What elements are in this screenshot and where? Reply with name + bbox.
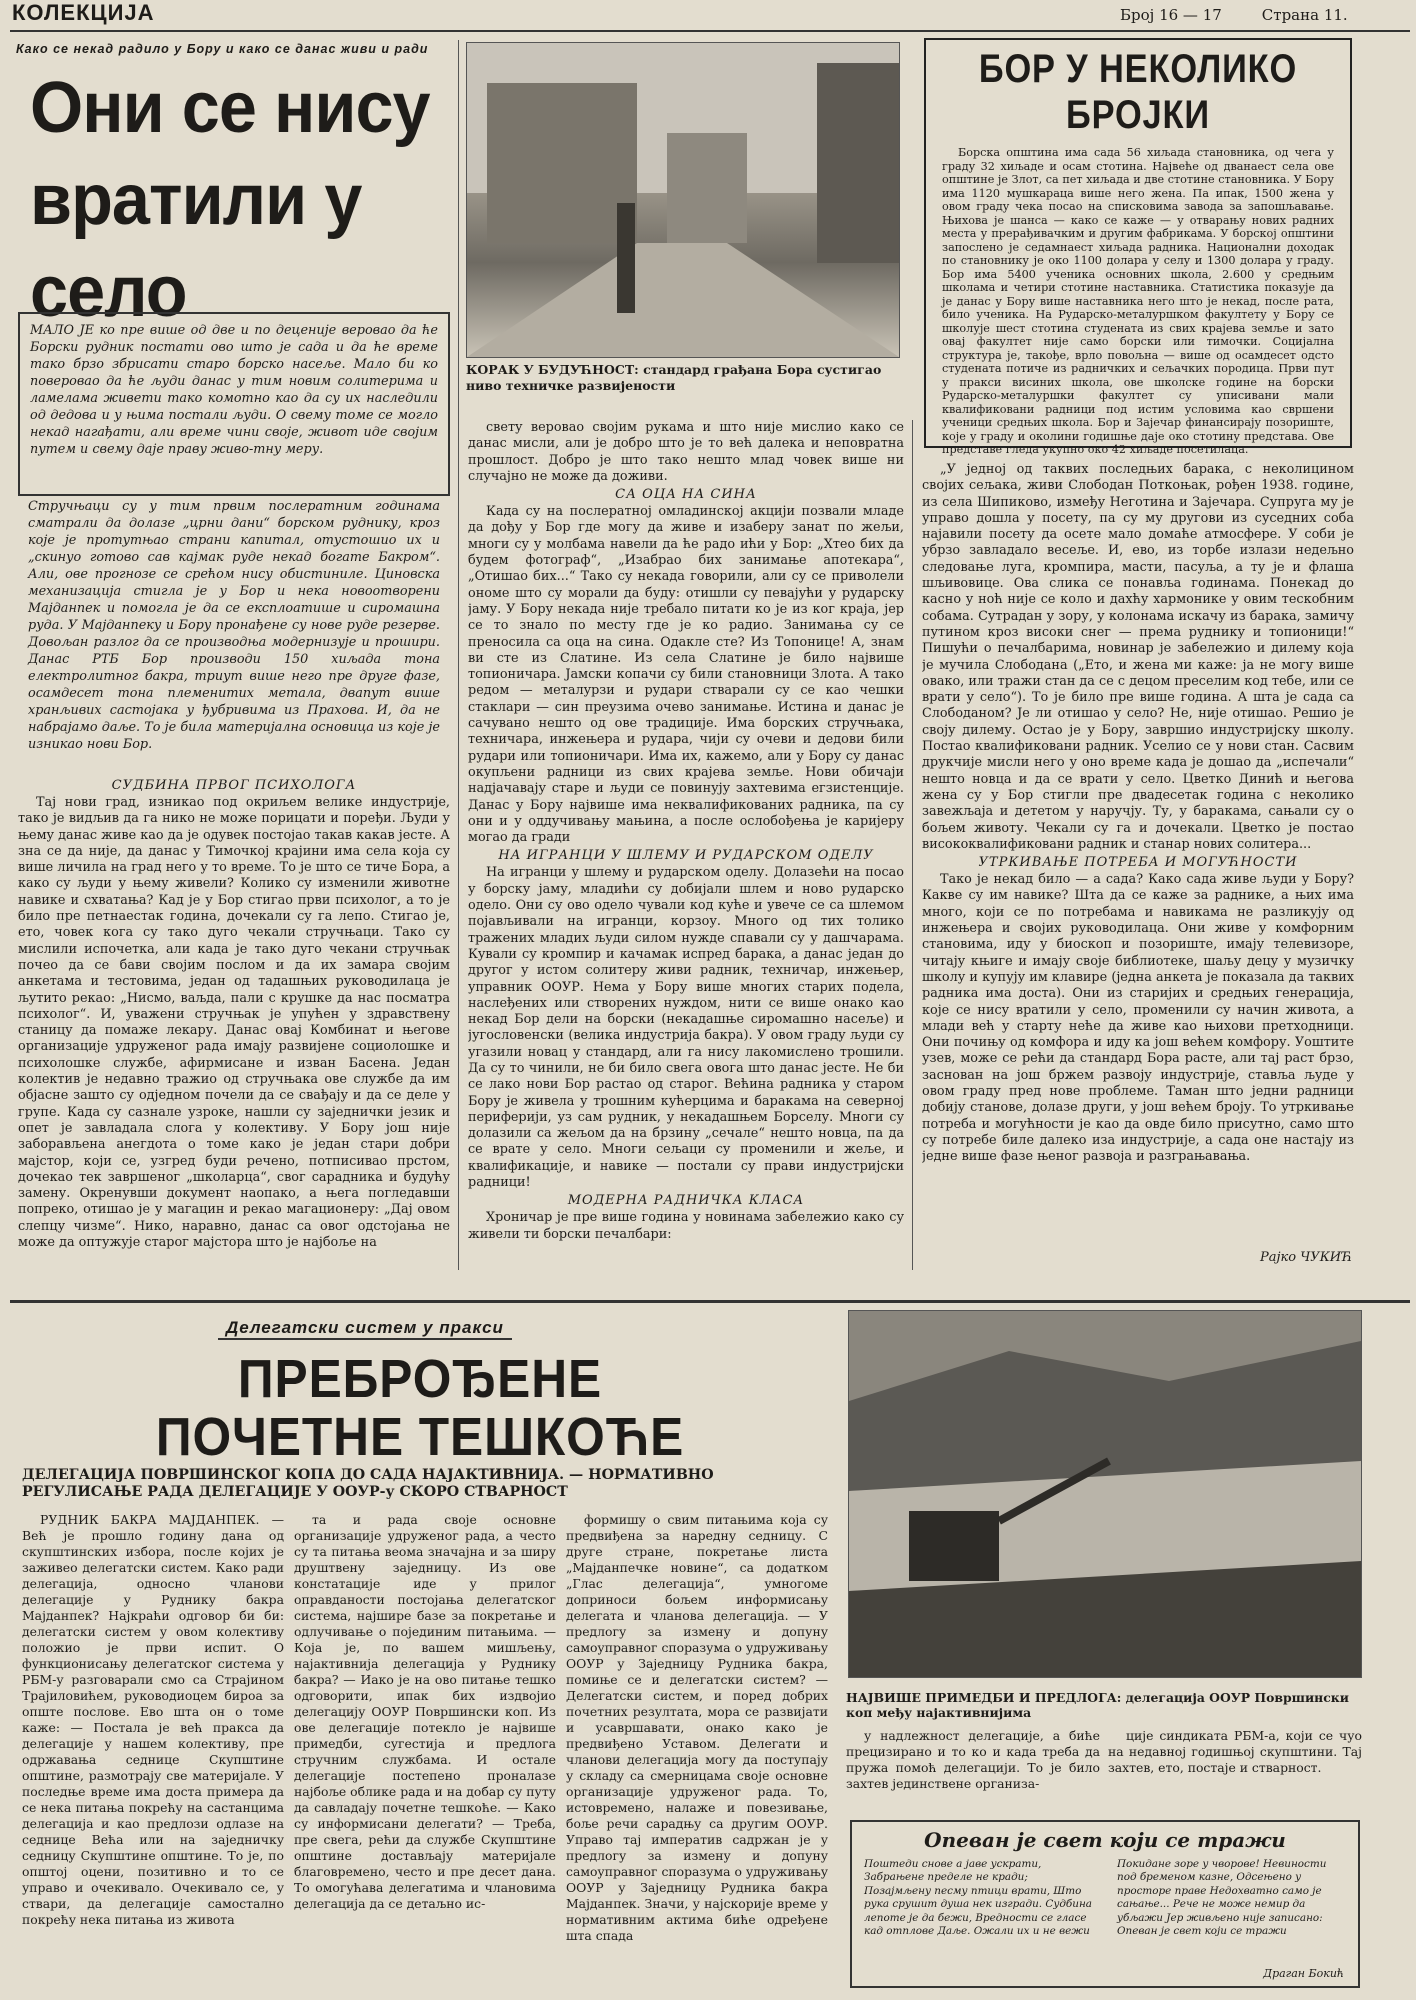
facts-box-title: БОР У НЕКОЛИКО БРОЈКИ bbox=[978, 47, 1298, 137]
facts-box-paragraph: Борска општина има сада 56 хиљада становника, од чега у граду 32 хиљаде и осам стотина. Највеће од дванаест села ове општине је Злот, са пет хиљада и две стотине становника. У Бору има 1120 мушкараца више него жена. Па ипак, 1500 жена у овом граду чека посао на списковима завода за запошљавање. Њихова је шанса — како се каже — у отварању нових радних места у прерађивачким и другим фабрикама. У борској општини запослено је седамнаест хиљада радника. Национални доходак по становнику је око 1100 долара у селу и 1300 долара у граду. Бор има 5400 ученика основних школа, 2.600 у средњим школама и четири стотине наставника. Статистика показује да је данас у Бору више наставника него што је некад, после рата, било ученика. На Рударско-металуршком факултету у Бору се школује шест стотина студената из свих крајева земље и зато овај факултет није само борски или тимочки. Социјална структура је, такође, врло повољна — више од осамдесет одсто студената потиче из радничких и сељачких породица. Први пут у пракси висиних школа, ове школске године на борски Рударско-металуршки факултет су уписивани мали квалификовани радници под истим условима као свршени ученици средњих школа. Бор и Зајечар финансирају позориште, које у граду и околини годишње даје око стотину представа. Ове представе гледа укупно око 42 хиљаде посетилаца. bbox=[942, 146, 1334, 456]
article2-col4-text: у надлежност делегације, а биће прецизирано и то ко и када треба да пружа помоћ делегацији. То је било захтев јединствене организа- bbox=[846, 1728, 1100, 1791]
article2-column3 bbox=[566, 1512, 828, 1992]
mine-photo bbox=[848, 1310, 1362, 1678]
article2-kicker: Делегатски систем у пракси bbox=[218, 1318, 512, 1340]
mine-photo-illustration bbox=[849, 1311, 1361, 1677]
poem-stanza-left: Поштеди снове а јаве ускрати, Забрањене пределе не кради; Позајмљену песму птици врати, Што рука срушит душа нек изгради. Судбина лепоте је да бежи, Вредности се гласе кад отплове Даље. Ожали их и не вежи bbox=[864, 1858, 1093, 1938]
article2-column1 bbox=[22, 1512, 284, 1992]
subhead-modern: МОДЕРНА РАДНИЧКА КЛАСА bbox=[567, 1193, 805, 1209]
facts-box bbox=[924, 38, 1352, 456]
article1-signature: Рајко ЧУКИЋ bbox=[1260, 1250, 1353, 1265]
column-divider bbox=[912, 420, 913, 1270]
article2-column2 bbox=[294, 1512, 556, 1992]
article1-title: Они се нису вратили у село bbox=[30, 68, 430, 332]
subhead-father-son: СА ОЦА НА СИНА bbox=[615, 487, 757, 503]
article1-col3-text: „У једној од таквих последњих барака, с неколицином својих сељака, живи Слободан Поткоњак, рођен 1938. године, из села Шипиково, између Неготина и Зајечара. Супруга му је управо дошла у посету, па су му другови из суседних соба најавили посету да осете мало домаће атмосфере. У соби је убрзо завладало весеље. И, ево, из торбе излази недељно следовање луга, кромпира, масти, пасуља, а ту је и флаша шљивовице. Ова слика се понавља годинама. Понекад до касно у ноћ није се коло и дахћу хармонике у овим тескобним собама. Сутрадан у зору, у колонама искачу из барака, замичу путином кроз високи снег — према руднику и топионици!“ Пишући о печалбарима, новинар је забележио и дилему која је мучила Слободана („Ето, и жена ми каже: ја не могу више овако, или тражи стан да се с децом преселим код тебе, или се врати у село“). То је било пре више година. А шта је сада са Слободаном? Је ли отишао у село? Не, није отишао. Решио је своју дилему. Остао је у Бору, завршио индустријску школу. Постао квалификовани радник. Уселио се у нови стан. Сасвим друкчије мисли него у оно време када је дошао да „испечали“ нешто новца и да се врати у село. Цветко Динић и његова жена су у Бор стигли пре двадесетак година с неколико завежљаја и дететом у наручју. Ту, у баракама, сањали су о бољем животу. Чекали су га и дочекали. Цветко је постао висококвалификовани радник и станар нових солитера... bbox=[922, 462, 1354, 852]
article1-intro: МАЛО ЈЕ ко пре више од две и по деценије веровао да ће Борски рудник постати ово што је сада и да ће време тако брзо збрисати старо борско насеље. Мало би ко поверовао да ће људи данас у тим новим солитерима и ламелама живети тако комотно као да су их наследили од дедова и у њима постали људи. О свему томе се могло некад нагађати, али време чини своје, живот иде својим путем и свему даје праву живо-тну меру. bbox=[18, 312, 450, 496]
article1-column2 bbox=[468, 420, 904, 1270]
header-rule bbox=[10, 30, 1410, 32]
article1-col2-top: свету веровао својим рукама и што није мислио како се данас мисли, али је добро што је то већ далека и неповратна прошлост. Добро је што тако нешто млад човек више ни случајно не може да доживи. bbox=[468, 420, 904, 484]
article1-column1 bbox=[18, 778, 450, 1268]
article1-column3 bbox=[922, 462, 1354, 1242]
street-photo bbox=[466, 42, 900, 358]
poem-stanza-right: Покидане зоре у чворове! Невиности под бременом казне, Одсењено у просторе праве Недохватно само је сањање... Рече не може немир да убљажи Јер живљено није записано: Опеван је свет који се тражи bbox=[1117, 1858, 1327, 1938]
poem-body bbox=[864, 1858, 1346, 1938]
section-divider bbox=[10, 1300, 1410, 1303]
article1-intro2: Стручњаци су у тим првим послератним годинама сматрали да долазе „црни дани“ борском руднику, кроз које је протутњао страни капитал, отустошио их и „скинуо готово сав кајмак руде некад богате Бакром“. Али, ове прогнозе се срећом нису обистиниле. Циновска механизација стигла је у Бор и нека новоотворени Мајданпек и помогла је да се експлоатише и сиромашна руда. У Мајданпеку и Бору пронађене су нове руде резерве. Довољан разлог да се производња модернизује и прошири. Данас РТБ Бор производи 150 хиљада тона електролитног бакра, триут више него пре друге фазе, осамдесет тона племенитих метала, двапут више хранљивих састојака у ђубривима из Прахова. И, да не набрајамо даље. То је била материјална основица из које је изникао нови Бор. bbox=[28, 499, 440, 752]
poem-title: Опеван је свет који се тражи bbox=[924, 1828, 1286, 1852]
article1-col2-text: Када су на послератној омладинској акцији позвали младе да дођу у Бор где могу да живе и изаберу занат по жељи, многи су у молбама навели да ће радо ићи у Бор: „Хтео бих да будем фотограф“, „Изабрао бих занимање апотекара“, „Отишао бих...“ Тако су некада говорили, али су се приволели ономе што су морали да буду: отишли су певајући у рударску јаму. У Бору некада није требало питати ко је из ког краја, јер се то знало по месту где је ко радио. Занимања су се преносила са оца на сина. Одакле сте? Из Топонице! А, знам ви сте из Слатине. Из села Слатине је било највише топионичара. Јамски копачи су били становници Злота. А тако редом — металурзи и рудари стварали су се као чешки стаклари — син преузима очево занимање. Истина и данас је сачувано нешто од ове традиције. Има борских стручњака, техничара, инжењера и рудара, чији су очеви и дедови били рудари или топионичари. Има их, кажемо, али у Бору су данас окупљени радници из свих крајева земље. Нови обичаји надјачавају старе и људи се повинују захтевима егзистенције. Данас у Бору највише има неквалификованих радника, па су они и у оддучивању мањина, а после ослобођења је каријеру могао да гради bbox=[468, 504, 904, 846]
page-number: Страна 11. bbox=[1261, 6, 1348, 24]
article1-kicker: Како се некад радило у Бору и како се данас живи и ради bbox=[16, 42, 429, 56]
masthead: КОЛЕКЦИЈА bbox=[12, 0, 155, 25]
poem-box bbox=[850, 1820, 1360, 1988]
article1-col3-needs: Тако је некад било — а сада? Како сада живе људи у Бору? Какве су им навике? Шта да се каже за раднике, а њих има много, који се по потребама и навикама не разликују од инжењера и својих руководилаца. Они живе у комфорним становима, иду у биоскоп и позориште, имају телевизоре, читају књиге и имају своје библиотеке, шаљу децу у музичку школу и купују им клавире (једна анкета је показала да таквих радника има доста). Они из старијих и средњих генерација, које се нису вратили у село, променили су начин живота, а млади већ у старту неће да живе као њихови претходници. Они почињу од комфора и иду ка још већем комфору. Уоштите узев, може се рећи да стандард Бора расте, али тај раст брзо, заснован на још бржем развоју индустрије, ставља људе у овом граду пред нове проблеме. Таман што једни радници добију станове, долазе други, у још већем броју. То утркивање потреба и могућности је као да овде било присутно, само што су потребе биле далеко иза индустрије, а сада оне настају из једне више фазе њеног развоја и разграњавања. bbox=[922, 872, 1354, 1165]
article2-col3-text: формишу о свим питањима која су предвиђена за наредну седницу. С друге стране, покретање листа „Мајданпечке новине“, са додатком „Глас делегација“, умногоме доприноси бољем информисању делегата и чланова делегација. — У предлогу за измену и допуну самоуправног споразума о удруживању ООУР у Заједницу Рудника бакра, помиње се и делегатски систем? — Делегатски систем, и поред добрих почетних резултата, мора се развијати и усавршавати, онако како је предвиђено Уставом. Делегати и чланови делегација могу да поступају у складу са смерницама своје основне организације удруженог рада. То, истовремено, налаже и повезивање, боље речи сарадњу са другим ООУР. Управо тај императив садржан је у предлогу за измену и допуну самоуправног споразума о удруживању ООУР у Заједницу Рудника бакра Мајданпек. Значи, у најскорије време у нормативним актима биће одређене шта спада bbox=[566, 1512, 828, 1943]
subhead-helmet: НА ИГРАНЦИ У ШЛЕМУ И РУДАРСКОМ ОДЕЛУ bbox=[498, 848, 874, 864]
column-divider bbox=[458, 40, 459, 1270]
street-photo-illustration bbox=[467, 43, 899, 357]
article2-subtitle: ДЕЛЕГАЦИЈА ПОВРШИНСКОГ КОПА ДО САДА НАЈАКТИВНИЈА. — НОРМАТИВНО РЕГУЛИСАЊЕ РАДА ДЕЛЕГАЦИЈЕ У ООУР-у СКОРО СТВАРНОСТ bbox=[22, 1467, 714, 1500]
poem-signature: Драган Бокић bbox=[1263, 1967, 1344, 1980]
article2-column4 bbox=[846, 1728, 1100, 1814]
article2-col2-text: та и рада своје основне организације удруженог рада, а често су та питања веома значајна и за ширу друштвену заједницу. Из ове констатације иде у прилог оправданости постојања делегатског система, најшире базе за покретање и одлучивање о појединим питањима. — Која је, по вашем мишљењу, најактивнија делегација у Руднику бакра? — Иако је на ово питање тешко одговорити, ипак бих издвојио делегацију ООУР Површински коп. Из ове делегације потекло је највише примедби, сугестија и предлога стручним службама. И остале делегације постепено проналазе најбоље облике рада и на добар су путу да савладају почетне тешкоће. — Како су информисани делегати? — Треба, пре свега, рећи да службе Скупштине општине достављају материјале благовремено, често и пре десет дана. То омогућава делегатима и члановима делегација да се детаљно ис- bbox=[294, 1512, 556, 1911]
article2-col1-text: РУДНИК БАКРА МАЈДАНПЕК. — Већ је прошло годину дана од скупштинских избора, после којих је заживео делегатски систем. Како ради делегација, односно чланови делегације у Руднику бакра Мајданпек? Најкраћи одговор би би: делегатски систем у овом колективу положио је први испит. О функционисању делегатског система у РБМ-у разговарали смо са Страјином Трајиловићем, руководиоцем бироа за опште послове. Ево шта он о томе каже: — Постала је већ пракса да делегације у нашем колективу, пре одржавања седнице Скупштине општине, размотрају све материјале. У последње време има доста примера да се нека питања покрећу на састанцима делегација и као предлози одлазе на седнице Већа или на заједничку седницу Скупштине општине. То је, по општој оцени, позитивно и то се управо и очекивало. Очекивало се, у ствари, да делегације самостално покрећу нека питања из живота bbox=[22, 1512, 284, 1927]
issue-number: Број 16 — 17 bbox=[1120, 6, 1222, 24]
article1-col2-helmet: На игранци у шлему и рударском оделу. Долазећи на посао у борску јаму, младићи су добијали шлем и ново рударско одело. Они су ово одело чували код куће и увече се са шлемом појављивали на игранци, корзоу. Много од тих толико тражених младих људи силом нужде спавали су у дашчарама. Кували су кромпир и качамак испред барака, а данас један до другог у истом солитеру живи радник, техничар, инжењер, управник ООУР. Нема у Бору више многих старих подела, наслеђених или створених нуждом, нити се више онако као некад Бор дели на борски (некадашње сиромашно насеље) и југословенски (велика индустрија бакра). У овом граду људи су угазили новац у стандард, али га нису лакомислено трошили. Да су то чинили, не би било свега овога што данас јесте. Не би се лако нови Бор растао од старог. Већина радника у старом Бору је живела у трошним кућерцима и баракама на северној периферији, уз сам рудник, у некадашњем Борселу. Многи су долазили са жељом да на брзину „сечале“ нешто новца, па да се врате у село. Многи сељаци су променили и жеље, и квалификације, и навике — постали су прави индустријски радници! bbox=[468, 865, 904, 1191]
article2-column5 bbox=[1108, 1728, 1362, 1814]
issue-info bbox=[1120, 6, 1410, 24]
subhead-psychologist: СУДБИНА ПРВОГ ПСИХОЛОГА bbox=[111, 778, 357, 793]
article1-col2-modern: Хроничар је пре више година у новинама забележио како су живели ти борски печалбари: bbox=[468, 1210, 904, 1242]
photo1-caption: КОРАК У БУДУЋНОСТ: стандард грађана Бора сустигао ниво техничке развијености bbox=[466, 362, 882, 393]
article2-col5-text: ције синдиката РБМ-а, који се чуо на недавној годишњој скупштини. Тај захтев, ето, постаје и стварност. bbox=[1108, 1728, 1362, 1775]
article2-title: ПРЕБРОЂЕНЕ ПОЧЕТНЕ ТЕШКОЋЕ bbox=[155, 1349, 685, 1467]
article1-col1-text: Тај нови град, изникао под окриљем велике индустрије, тако је видљив да га нико не може порицати и поређи. Људи у њему данас живе као да је одувек постојао такав какав јесте. А зна се да није, да данас у Тимочкој крајини има села која су више личила на град него у то време. То је што се тиче Бора, а како су људи у њему живели? Колико су изменили животне навике и схватања? Кад је у Бор стигао први психолог, а то је било пре петнаестак година, дочекали су га лепо. Стигао је, ето, човек кога су тако дуго чекали стручњаци. Тако су мислили испочетка, али када је тако дуго чекани стручњак почео да се бави својим послом и да их замара својим анкетама и тестовима, један од тадашњих руководилаца је љутито рекао: „Нисмо, ваљда, пали с крушке да нас посматра психолог“. И, уважени стручњак је упућен у здравствену станицу да помаже лекару. Данас овај Комбинат и његове организације удруженог рада имају развијене социолошке и психолошке службе, афирмисане и изван Басена. Један колектив је недавно тражио од стручњака ове службе да им објасне зашто су одједном почели да се свађају и да се деле у групе. Када су сазнале узроке, нашли су заједнички језик и опет је завладала слога у колективу. У Бору још није заборављена анегдота о томе како је један стари добри мајстор, који се, узгред буди речено, потписивао прстом, дочекао тек завршеног „школарца“, свог сарадника и будућу замену. Окренувши документ наопако, а њега погледавши попреко, отишао је у магацин и рекао магационеру: „Дај овом слепцу чизме“. Нико, наравно, данас са овог одстојања не може да оптужује старог мајстора што је најбоље на bbox=[18, 795, 450, 1251]
facts-box-text bbox=[942, 146, 1334, 457]
photo2-caption: НАЈВИШЕ ПРИМЕДБИ И ПРЕДЛОГА: делегација ООУР Површински коп међу најактивнијима bbox=[846, 1690, 1349, 1720]
subhead-needs: УТРКИВАЊЕ ПОТРЕБА И МОГУЋНОСТИ bbox=[978, 855, 1298, 871]
